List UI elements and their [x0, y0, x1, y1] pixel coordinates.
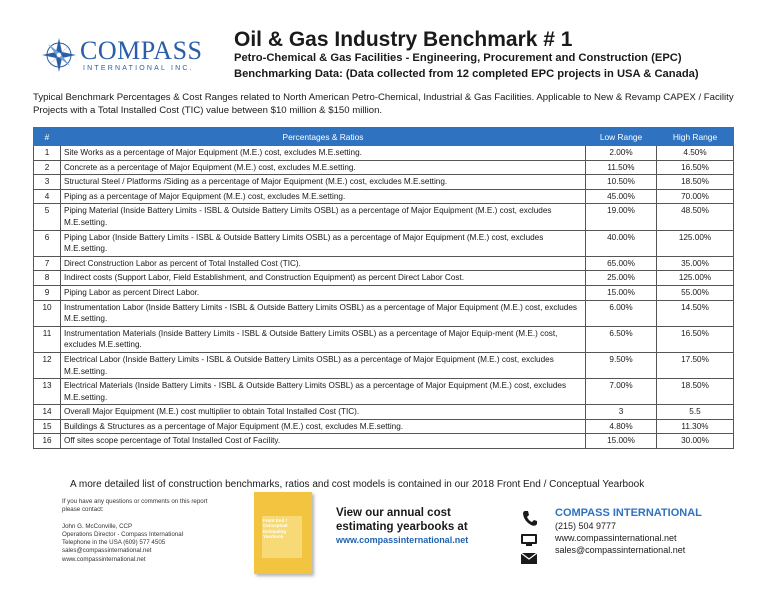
header-num: #	[34, 128, 61, 146]
cell-high: 55.00%	[657, 285, 734, 300]
phone-icon	[521, 510, 537, 528]
table-body	[34, 146, 734, 449]
table-row	[34, 419, 734, 434]
cell-high: 48.50%	[657, 204, 734, 230]
intro-paragraph: Typical Benchmark Percentages & Cost Ranges related to North American Petro-Chemical, Industrial & Gas Facilities. Applicable to New & Revamp CAPEX / Facility Projects with a Total Installed Cost (TIC) value between $10 million & $150 million.	[33, 92, 734, 116]
cell-high: 14.50%	[657, 300, 734, 326]
footnote: A more detailed list of construction benchmarks, ratios and cost models is contained in our 2018 Front End / Conceptual Yearbook	[70, 479, 645, 490]
cell-desc: Electrical Materials (Inside Battery Limits - ISBL & Outside Battery Limits OSBL) as a percentage of Major Equipment (M.E.) cost, excludes M.E.setting.	[61, 379, 586, 405]
table-row	[34, 230, 734, 256]
cell-low: 2.00%	[586, 146, 657, 161]
cell-low: 7.00%	[586, 379, 657, 405]
company-phone: (215) 504 9777	[555, 521, 617, 531]
table-row	[34, 189, 734, 204]
table-row	[34, 256, 734, 271]
cell-num: 5	[34, 204, 61, 230]
contact-line: John G. McConville, CCP	[62, 522, 133, 530]
promo-text	[336, 506, 468, 534]
cell-num: 6	[34, 230, 61, 256]
table-row	[34, 175, 734, 190]
cell-desc: Electrical Labor (Inside Battery Limits - ISBL & Outside Battery Limits OSBL) as a percentage of Major Equipment (M.E.) cost, excludes M.E.setting.	[61, 352, 586, 378]
cell-high: 30.00%	[657, 434, 734, 449]
compass-logo	[40, 36, 230, 76]
benchmark-table	[33, 127, 734, 449]
cell-low: 15.00%	[586, 434, 657, 449]
contact-line: Telephone in the USA (609) 577 4505	[62, 539, 166, 547]
cell-low: 45.00%	[586, 189, 657, 204]
cell-low: 4.80%	[586, 419, 657, 434]
cell-high: 16.50%	[657, 160, 734, 175]
cell-high: 16.50%	[657, 326, 734, 352]
company-name: COMPASS INTERNATIONAL	[555, 507, 702, 519]
cell-high: 17.50%	[657, 352, 734, 378]
contact-line: sales@compassinternational.net	[62, 547, 152, 555]
cell-low: 6.50%	[586, 326, 657, 352]
cell-desc: Piping Labor as percent Direct Labor.	[61, 285, 586, 300]
email-icon	[520, 552, 538, 565]
book-text-line: Front End /	[263, 518, 287, 523]
contact-line: please contact:	[62, 506, 104, 514]
promo-line-2: estimating yearbooks at	[336, 521, 468, 533]
cell-low: 25.00%	[586, 271, 657, 286]
cell-desc: Site Works as a percentage of Major Equipment (M.E.) cost, excludes M.E.setting.	[61, 146, 586, 161]
cell-high: 125.00%	[657, 230, 734, 256]
cell-low: 9.50%	[586, 352, 657, 378]
cell-num: 11	[34, 326, 61, 352]
book-text-line: Conceptual	[263, 523, 288, 529]
header-desc: Percentages & Ratios	[61, 128, 586, 146]
promo-line-1: View our annual cost	[336, 507, 451, 519]
cell-num: 1	[34, 146, 61, 161]
cell-low: 40.00%	[586, 230, 657, 256]
cell-num: 2	[34, 160, 61, 175]
cell-num: 12	[34, 352, 61, 378]
table-row	[34, 326, 734, 352]
compass-star-icon	[40, 36, 78, 74]
table-header-row	[34, 128, 734, 146]
cell-num: 13	[34, 379, 61, 405]
cell-desc: Piping Material (Inside Battery Limits - ISBL & Outside Battery Limits OSBL) as a percentage of Major Equipment (M.E.) cost, excludes M.E.setting.	[61, 204, 586, 230]
contact-line: Operations Director - Compass International	[62, 530, 184, 538]
cell-num: 4	[34, 189, 61, 204]
cell-low: 65.00%	[586, 256, 657, 271]
cell-desc: Buildings & Structures as a percentage of Major Equipment (M.E.) cost, excludes M.E.setting.	[61, 419, 586, 434]
cell-num: 9	[34, 285, 61, 300]
cell-desc: Instrumentation Labor (Inside Battery Limits - ISBL & Outside Battery Limits OSBL) as a percentage of Major Equipment (M.E.) cost, excludes M.E.setting.	[61, 300, 586, 326]
cell-high: 125.00%	[657, 271, 734, 286]
cell-desc: Piping Labor (Inside Battery Limits - ISBL & Outside Battery Limits OSBL) as a percentage of Major Equipment (M.E.) cost, excludes M.E.setting.	[61, 230, 586, 256]
header-low: Low Range	[586, 128, 657, 146]
cell-high: 70.00%	[657, 189, 734, 204]
logo-wordmark: COMPASS	[80, 36, 203, 65]
contact-line: If you have any questions or comments on this report	[62, 498, 208, 505]
cell-low: 10.50%	[586, 175, 657, 190]
table-row	[34, 160, 734, 175]
cell-desc: Direct Construction Labor as percent of Total Installed Cost (TIC).	[61, 256, 586, 271]
table-row	[34, 405, 734, 420]
cell-desc: Off sites scope percentage of Total Installed Cost of Facility.	[61, 434, 586, 449]
cell-num: 15	[34, 419, 61, 434]
book-text-line: Yearbook	[263, 534, 284, 540]
cell-desc: Concrete as a percentage of Major Equipment (M.E.) cost, excludes M.E.setting.	[61, 160, 586, 175]
cell-desc: Instrumentation Materials (Inside Battery Limits - ISBL & Outside Battery Limits OSBL) as a percentage of Major Equip-ment (M.E.) cost, excludes M.E.setting.	[61, 326, 586, 352]
table-row	[34, 352, 734, 378]
promo-link[interactable]: www.compassinternational.net	[336, 535, 469, 545]
contact-line: www.compassinternational.net	[62, 555, 146, 563]
cell-low: 19.00%	[586, 204, 657, 230]
cell-high: 35.00%	[657, 256, 734, 271]
cell-num: 8	[34, 271, 61, 286]
cell-desc: Overall Major Equipment (M.E.) cost multiplier to obtain Total Installed Cost (TIC).	[61, 405, 586, 420]
cell-low: 3	[586, 405, 657, 420]
cell-low: 6.00%	[586, 300, 657, 326]
contact-line	[62, 515, 232, 523]
table-row	[34, 285, 734, 300]
table-row	[34, 434, 734, 449]
book-cover-text	[263, 518, 288, 540]
cell-high: 18.50%	[657, 379, 734, 405]
page-subtitle-2: Benchmarking Data: (Data collected from 12 completed EPC projects in USA & Canada)	[234, 68, 699, 80]
cell-low: 11.50%	[586, 160, 657, 175]
cell-desc: Structural Steel / Platforms /Siding as a percentage of Major Equipment (M.E.) cost, excludes M.E.setting.	[61, 175, 586, 190]
cell-num: 16	[34, 434, 61, 449]
table-row	[34, 271, 734, 286]
page-subtitle-1: Petro-Chemical & Gas Facilities - Engineering, Procurement and Construction (EPC)	[234, 52, 682, 64]
yearbook-cover-image	[254, 492, 312, 574]
cell-high: 5.5	[657, 405, 734, 420]
table-row	[34, 146, 734, 161]
table-row	[34, 300, 734, 326]
cell-num: 14	[34, 405, 61, 420]
cell-high: 4.50%	[657, 146, 734, 161]
cell-low: 15.00%	[586, 285, 657, 300]
page-title: Oil & Gas Industry Benchmark # 1	[234, 28, 573, 51]
header-high: High Range	[657, 128, 734, 146]
cell-num: 7	[34, 256, 61, 271]
cell-num: 3	[34, 175, 61, 190]
book-text-line: Estimating	[263, 528, 287, 534]
company-website[interactable]: www.compassinternational.net	[555, 533, 677, 543]
table-row	[34, 379, 734, 405]
contact-icons	[518, 510, 540, 570]
contact-block	[62, 498, 232, 564]
cell-high: 11.30%	[657, 419, 734, 434]
logo-subtext: INTERNATIONAL INC.	[83, 65, 194, 72]
cell-high: 18.50%	[657, 175, 734, 190]
web-monitor-icon	[520, 533, 538, 547]
table-row	[34, 204, 734, 230]
cell-num: 10	[34, 300, 61, 326]
cell-desc: Indirect costs (Support Labor, Field Establishment, and Construction Equipment) as percent Direct Labor Cost.	[61, 271, 586, 286]
cell-desc: Piping as a percentage of Major Equipment (M.E.) cost, excludes M.E.setting.	[61, 189, 586, 204]
company-email[interactable]: sales@compassinternational.net	[555, 545, 686, 555]
